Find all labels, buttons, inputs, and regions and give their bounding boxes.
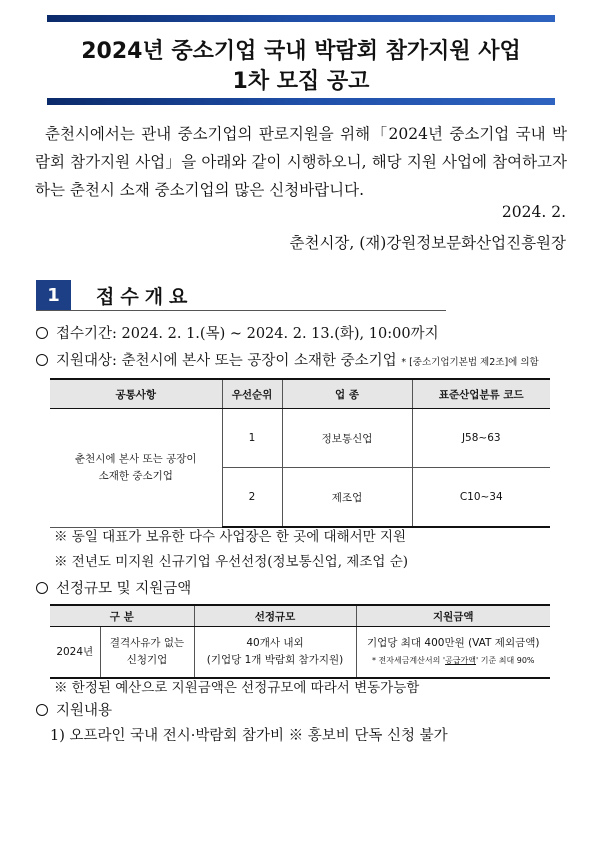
common-requirement-cell: 춘천시에 본사 또는 공장이 소재한 중소기업 [50,409,222,528]
circle-bullet-icon [36,354,48,366]
category-cell: 결격사유가 없는 신청기업 [100,627,194,679]
eligibility-table [50,378,550,528]
section-title: 접수개요 [96,286,194,308]
table-header: 공통사항 [50,379,222,409]
industry-cell: 정보통신업 [282,409,412,468]
section-underline [36,310,446,311]
priority-cell: 2 [222,468,282,528]
industry-cell: 제조업 [282,468,412,528]
circle-bullet-icon [36,327,48,339]
table-header: 업 종 [282,379,412,409]
note-single-site: ※ 동일 대표가 보유한 다수 사업장은 한 곳에 대해서만 지원 [54,529,407,545]
page-subtitle: 1차 모집 공고 [232,69,370,94]
announcement-signature: 춘천시장, (재)강원정보문화산업진흥원장 [289,234,566,252]
intro-paragraph: 춘천시에서는 관내 중소기업의 판로지원을 위해「2024년 중소기업 국내 박람회 참가지원 사업」을 아래와 같이 시행하오니, 해당 지원 사업에 참여하고자 하는 춘천시 소재 중소기업의 많은 신청바랍니다. [35,125,567,199]
table-header: 구 분 [50,605,194,627]
header-top-bar [47,15,555,22]
code-cell: J58~63 [412,409,550,468]
scale-heading: 선정규모 및 지원금액 [36,577,191,598]
table-header: 선정규모 [194,605,356,627]
table-row [50,409,550,468]
scale-cell: 40개사 내외 (기업당 1개 박람회 참가지원) [194,627,356,679]
note-budget: ※ 한정된 예산으로 지원금액은 선정규모에 따라서 변동가능함 [54,680,420,696]
circle-bullet-icon [36,704,48,716]
priority-cell: 1 [222,409,282,468]
year-cell: 2024년 [50,627,100,679]
support-amount-table [50,604,550,679]
table-header: 우선순위 [222,379,282,409]
eligibility: 지원대상: 춘천시에 본사 또는 공장이 소재한 중소기업 * [중소기업기본법 제2조]에 의함 [36,349,539,370]
code-cell: C10~34 [412,468,550,528]
table-header: 표준산업분류 코드 [412,379,550,409]
amount-cell: 기업당 최대 400만원 (VAT 제외금액) * 전자세금계산서의 '공급가액' 기준 최대 90% [356,627,550,679]
table-row [50,627,550,679]
circle-bullet-icon [36,582,48,594]
application-period: 접수기간: 2024. 2. 1.(목) ~ 2024. 2. 13.(화), 10:00까지 [36,322,439,343]
announcement-date: 2024. 2. [501,203,566,221]
section-number-badge: 1 [36,280,71,310]
page-title: 2024년 중소기업 국내 박람회 참가지원 사업 [81,39,521,64]
header-bottom-bar [47,98,555,105]
eligibility-note: * [중소기업기본법 제2조]에 의함 [401,357,539,368]
content-item: 1) 오프라인 국내 전시·박람회 참가비 ※ 홍보비 단독 신청 불가 [50,728,448,744]
table-header: 지원금액 [356,605,550,627]
note-priority: ※ 전년도 미지원 신규기업 우선선정(정보통신업, 제조업 순) [54,554,409,570]
content-heading: 지원내용 [36,699,112,720]
